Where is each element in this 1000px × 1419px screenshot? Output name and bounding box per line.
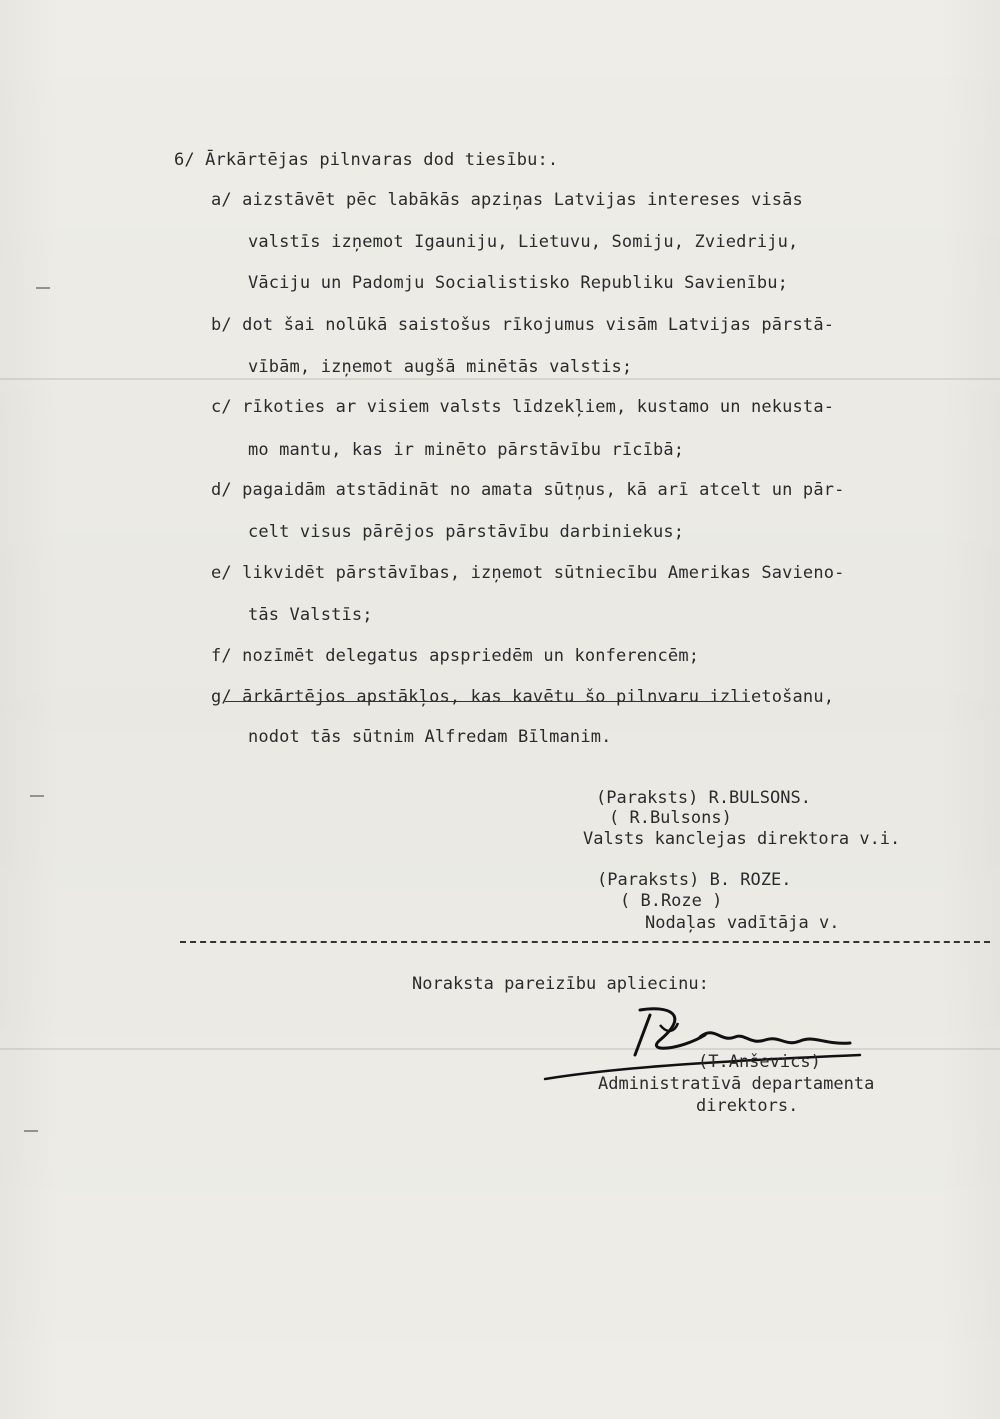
- text-line: g/ ārkārtējos apstākļos, kas kavētu šo pilnvaru izlietošanu,: [211, 687, 835, 707]
- text-line: d/ pagaidām atstādināt no amata sūtņus, kā arī atcelt un pār-: [211, 480, 845, 500]
- text-line: vībām, izņemot augšā minētās valstis;: [248, 357, 633, 377]
- text-line: mo mantu, kas ir minēto pārstāvību rīcībā;: [248, 440, 685, 460]
- margin-mark: [36, 287, 50, 289]
- text-line: celt visus pārējos pārstāvību darbiniekus;: [248, 522, 685, 542]
- text-line: Vāciju un Padomju Socialistisko Republiku Savienību;: [248, 273, 789, 293]
- underline: [225, 701, 750, 702]
- text-line: c/ rīkoties ar visiem valsts līdzekļiem, kustamo un nekusta-: [211, 397, 835, 417]
- signature-1-line-3: Valsts kanclejas direktora v.i.: [583, 829, 901, 849]
- signature-2-line-3: Nodaļas vadītāja v.: [645, 913, 840, 933]
- signature-2-line-2: ( B.Roze ): [620, 891, 723, 911]
- margin-mark: [30, 795, 44, 797]
- certifier-title-2: direktors.: [696, 1096, 799, 1116]
- margin-mark: [24, 1130, 38, 1132]
- text-line: valstīs izņemot Igauniju, Lietuvu, Somiju, Zviedriju,: [248, 232, 799, 252]
- text-line: e/ likvidēt pārstāvības, izņemot sūtniecību Amerikas Savieno-: [211, 563, 845, 583]
- signature-1-line-2: ( R.Bulsons): [609, 808, 732, 828]
- text-line: f/ nozīmēt delegatus apspriedēm un konferencēm;: [211, 646, 700, 666]
- certifier-title-1: Administratīvā departamenta: [598, 1074, 875, 1094]
- paper-fold: [0, 378, 1000, 380]
- dashed-separator: [180, 941, 990, 943]
- item-heading: 6/ Ārkārtējas pilnvaras dod tiesību:.: [174, 150, 559, 170]
- signature-1-line-1: (Paraksts) R.BULSONS.: [596, 788, 811, 808]
- text-line: b/ dot šai nolūkā saistošus rīkojumus visām Latvijas pārstā-: [211, 315, 835, 335]
- text-line: a/ aizstāvēt pēc labākās apziņas Latvijas intereses visās: [211, 190, 803, 210]
- text-line: nodot tās sūtnim Alfredam Bīlmanim.: [248, 727, 612, 747]
- text-line: tās Valstīs;: [248, 605, 373, 625]
- certification-label: Noraksta pareizību apliecinu:: [412, 974, 709, 994]
- signature-2-line-1: (Paraksts) B. ROZE.: [597, 870, 792, 890]
- certifier-name: (T.Anševics): [698, 1052, 821, 1072]
